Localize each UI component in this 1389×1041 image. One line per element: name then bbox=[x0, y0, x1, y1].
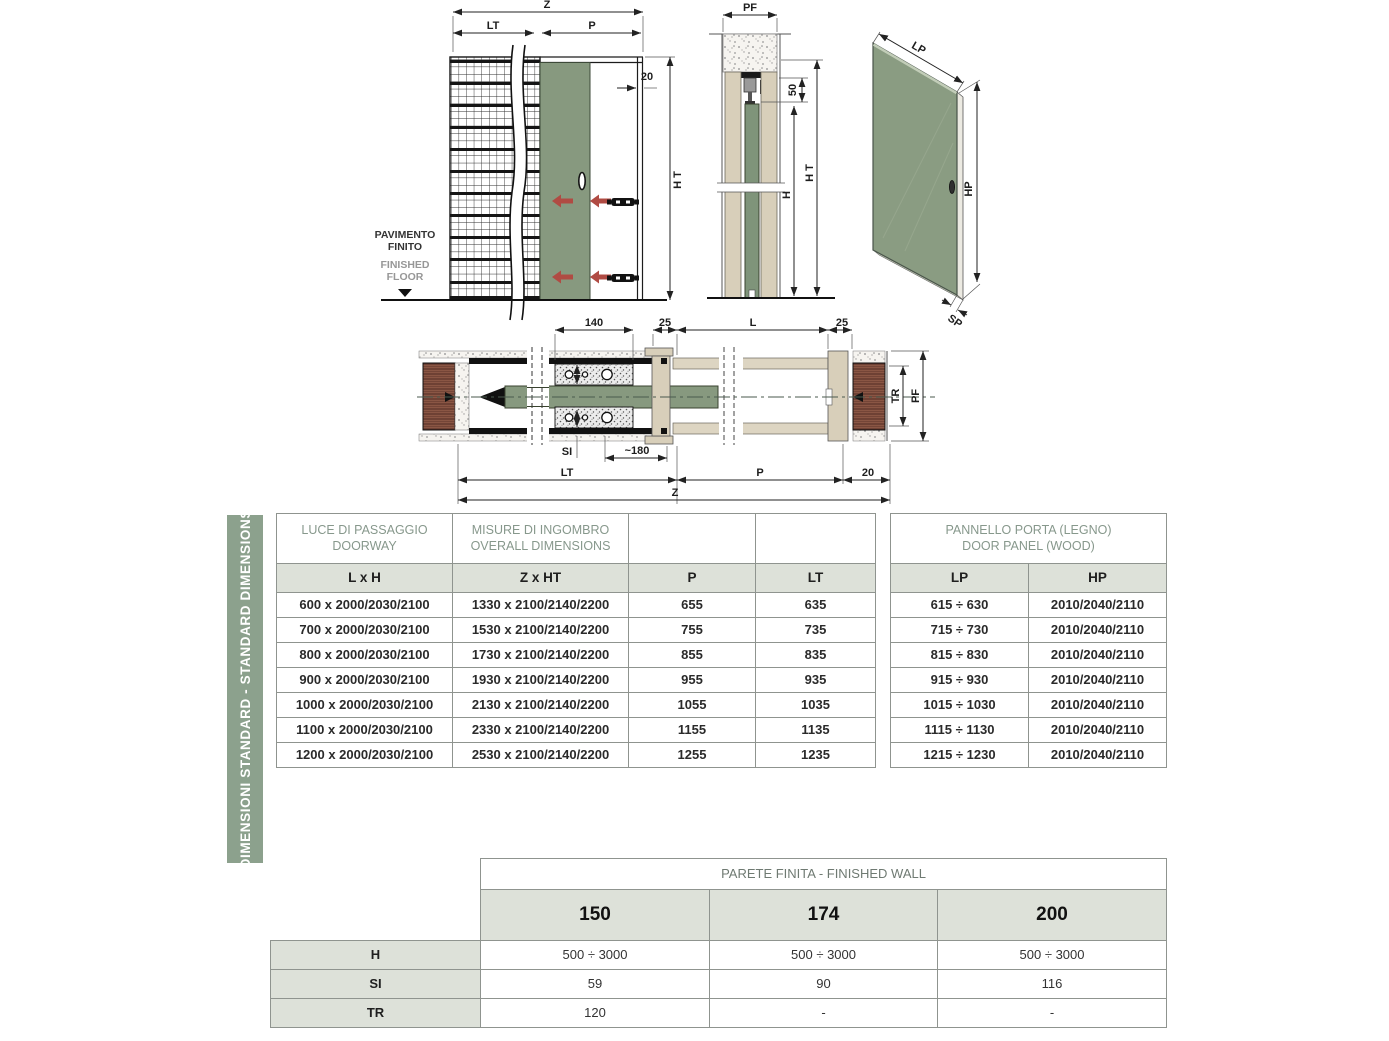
cell: 1100 x 2000/2030/2100 bbox=[277, 718, 453, 743]
cell: 755 bbox=[629, 618, 756, 643]
cell: 1200 x 2000/2030/2100 bbox=[277, 743, 453, 768]
cell: 500 ÷ 3000 bbox=[938, 941, 1167, 970]
table-row bbox=[277, 668, 876, 693]
cell: 1035 bbox=[756, 693, 876, 718]
cell: 90 bbox=[710, 970, 938, 999]
wall-title: PARETE FINITA - FINISHED WALL bbox=[481, 859, 1167, 890]
dim-label-25-right: 25 bbox=[835, 318, 849, 329]
cell: 116 bbox=[938, 970, 1167, 999]
dim-label-20: 20 bbox=[640, 71, 654, 83]
dim-label-lt: LT bbox=[486, 20, 500, 32]
floor-label-it: PAVIMENTO bbox=[375, 229, 436, 241]
table-row bbox=[271, 999, 1167, 1028]
cell: 800 x 2000/2030/2100 bbox=[277, 643, 453, 668]
dim-label-pf: PF bbox=[742, 2, 758, 14]
cell: 955 bbox=[629, 668, 756, 693]
cell: 1730 x 2100/2140/2200 bbox=[453, 643, 629, 668]
empty-corner-cell bbox=[271, 859, 481, 890]
front-view-drawing bbox=[375, 0, 685, 322]
cell: 500 ÷ 3000 bbox=[710, 941, 938, 970]
cell: 1055 bbox=[629, 693, 756, 718]
wall-col-header: 200 bbox=[938, 890, 1167, 941]
empty-title-cell bbox=[629, 514, 756, 564]
cell: 1015 ÷ 1030 bbox=[891, 693, 1029, 718]
section-banner bbox=[227, 509, 263, 869]
cell: 1930 x 2100/2140/2200 bbox=[453, 668, 629, 693]
panel-handle bbox=[949, 181, 954, 194]
cell: 1155 bbox=[629, 718, 756, 743]
table-row bbox=[271, 970, 1167, 999]
cell: 2010/2040/2110 bbox=[1029, 668, 1167, 693]
door-panel-table bbox=[890, 513, 1167, 768]
cell: 900 x 2000/2030/2100 bbox=[277, 668, 453, 693]
dim-label-hp: HP bbox=[963, 181, 975, 197]
doorway-dimensions-table bbox=[276, 513, 876, 768]
cell: 59 bbox=[481, 970, 710, 999]
table-row bbox=[277, 643, 876, 668]
cell: 1235 bbox=[756, 743, 876, 768]
row-label: TR bbox=[271, 999, 481, 1028]
doorway-title: LUCE DI PASSAGGIO DOORWAY bbox=[277, 514, 453, 564]
table-header-row bbox=[891, 564, 1167, 593]
table-title-row bbox=[271, 859, 1167, 890]
door-slab-section bbox=[745, 104, 759, 298]
cell: 120 bbox=[481, 999, 710, 1028]
dim-label-p2: P bbox=[756, 467, 764, 479]
dim-label-20b: 20 bbox=[861, 467, 875, 479]
cell: 655 bbox=[629, 593, 756, 618]
plan-section-drawing bbox=[415, 318, 940, 508]
floor-label-en: FINISHED bbox=[380, 259, 430, 271]
vertical-section-drawing bbox=[695, 0, 845, 322]
empty-corner-cell bbox=[271, 890, 481, 941]
table-row bbox=[271, 941, 1167, 970]
table-row bbox=[277, 593, 876, 618]
cell: 2010/2040/2110 bbox=[1029, 693, 1167, 718]
cell: 2010/2040/2110 bbox=[1029, 643, 1167, 668]
cell: 600 x 2000/2030/2100 bbox=[277, 593, 453, 618]
cell: 915 ÷ 930 bbox=[891, 668, 1029, 693]
table-row bbox=[891, 668, 1167, 693]
concrete-lintel bbox=[723, 34, 777, 72]
dim-label-ht2: H T bbox=[804, 164, 816, 182]
dim-label-p: P bbox=[588, 20, 596, 32]
cell: 635 bbox=[756, 593, 876, 618]
table-row bbox=[891, 718, 1167, 743]
dim-label-140: 140 bbox=[584, 318, 604, 329]
table-row bbox=[891, 743, 1167, 768]
cell: 815 ÷ 830 bbox=[891, 643, 1029, 668]
col-header: LT bbox=[756, 564, 876, 593]
dim-label-lt2: LT bbox=[560, 467, 574, 479]
cell: 2330 x 2100/2140/2200 bbox=[453, 718, 629, 743]
cell: 500 ÷ 3000 bbox=[481, 941, 710, 970]
table-row bbox=[277, 618, 876, 643]
wall-col-header: 150 bbox=[481, 890, 710, 941]
cell: 855 bbox=[629, 643, 756, 668]
floor-label-it2: FINITO bbox=[387, 241, 423, 253]
cell: 835 bbox=[756, 643, 876, 668]
cell: - bbox=[710, 999, 938, 1028]
table-title-row bbox=[277, 514, 876, 564]
dim-label-25-left: 25 bbox=[658, 318, 672, 329]
cell: 2010/2040/2110 bbox=[1029, 618, 1167, 643]
cell: 1000 x 2000/2030/2100 bbox=[277, 693, 453, 718]
dim-label-ht: H T bbox=[672, 171, 684, 189]
cell: 2130 x 2100/2140/2200 bbox=[453, 693, 629, 718]
empty-title-cell bbox=[756, 514, 876, 564]
dim-label-h: H bbox=[781, 191, 793, 199]
table-header-row bbox=[277, 564, 876, 593]
col-header: L x H bbox=[277, 564, 453, 593]
dim-label-l: L bbox=[749, 318, 757, 329]
flush-pull-icon bbox=[607, 274, 639, 282]
col-header: LP bbox=[891, 564, 1029, 593]
cell: 735 bbox=[756, 618, 876, 643]
cell: 2010/2040/2110 bbox=[1029, 743, 1167, 768]
dim-label-tr: TR bbox=[890, 388, 902, 404]
floor-marker bbox=[398, 289, 412, 297]
table-row bbox=[891, 618, 1167, 643]
cell: 1115 ÷ 1130 bbox=[891, 718, 1029, 743]
cell: 1255 bbox=[629, 743, 756, 768]
table-row bbox=[891, 643, 1167, 668]
dim-label-50: 50 bbox=[787, 83, 799, 97]
closing-jamb-right bbox=[826, 351, 887, 441]
table-row bbox=[277, 693, 876, 718]
section-banner-label: DIMENSIONI STANDARD - STANDARD DIMENSIONS bbox=[237, 509, 253, 869]
col-header: Z x HT bbox=[453, 564, 629, 593]
dim-label-lp: LP bbox=[909, 39, 928, 58]
cell: 700 x 2000/2030/2100 bbox=[277, 618, 453, 643]
flush-pull-icon bbox=[607, 198, 639, 206]
cell: 1330 x 2100/2140/2200 bbox=[453, 593, 629, 618]
cell: 2010/2040/2110 bbox=[1029, 718, 1167, 743]
cell: 2530 x 2100/2140/2200 bbox=[453, 743, 629, 768]
dim-label-si: SI bbox=[561, 446, 573, 458]
dim-label-z2: Z bbox=[671, 487, 679, 499]
table-row bbox=[277, 743, 876, 768]
dim-label-sp: SP bbox=[945, 312, 965, 331]
col-header: HP bbox=[1029, 564, 1167, 593]
table-row bbox=[891, 593, 1167, 618]
table-header-row bbox=[271, 890, 1167, 941]
table-title-row bbox=[891, 514, 1167, 564]
finished-wall-table bbox=[270, 858, 1167, 1028]
cell: 1135 bbox=[756, 718, 876, 743]
door-handle bbox=[579, 173, 585, 190]
cell: 935 bbox=[756, 668, 876, 693]
floor-label-en2: FLOOR bbox=[386, 271, 424, 283]
wall-col-header: 174 bbox=[710, 890, 938, 941]
row-label: SI bbox=[271, 970, 481, 999]
cell: 615 ÷ 630 bbox=[891, 593, 1029, 618]
table-row bbox=[891, 693, 1167, 718]
col-header: P bbox=[629, 564, 756, 593]
door-panel-3d-drawing bbox=[853, 3, 1053, 338]
cell: 1215 ÷ 1230 bbox=[891, 743, 1029, 768]
panel-front-face bbox=[873, 43, 957, 295]
dim-label-180: ~180 bbox=[624, 445, 650, 457]
cell: - bbox=[938, 999, 1167, 1028]
panel-title: PANNELLO PORTA (LEGNO) DOOR PANEL (WOOD) bbox=[891, 514, 1167, 564]
cell: 1530 x 2100/2140/2200 bbox=[453, 618, 629, 643]
cell: 715 ÷ 730 bbox=[891, 618, 1029, 643]
table-row bbox=[277, 718, 876, 743]
dim-label-z: Z bbox=[543, 0, 551, 11]
cell: 2010/2040/2110 bbox=[1029, 593, 1167, 618]
row-label: H bbox=[271, 941, 481, 970]
overall-title: MISURE DI INGOMBRO OVERALL DIMENSIONS bbox=[453, 514, 629, 564]
dim-label-pf2: PF bbox=[910, 388, 922, 404]
